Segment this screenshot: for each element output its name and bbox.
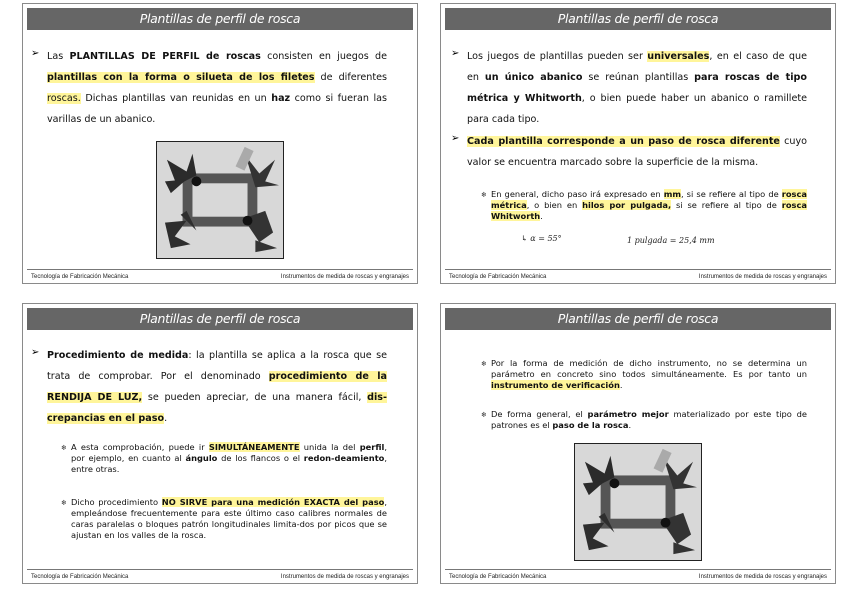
- slide-paragraph: Los juegos de plantillas pueden ser universales, en el caso de que en un único abanico se reúnan plantillas para roscas de tipo métrica y Whitworth, o bien puede haber un abanico o ramillete para cada tipo.: [467, 51, 808, 125]
- slide-title: Plantillas de perfil de rosca: [27, 8, 413, 30]
- round-bullet-icon: ❄: [481, 411, 487, 419]
- slide-4: [440, 303, 836, 584]
- slide-subparagraph: Dicho procedimiento NO SIRVE para una medición EXACTA del paso, empleándose frecuentemente para este último caso calibres normales de caras paralelas o bloques patrón longitudinales limita-dos por picos que se ajustan en los valles de la rosca.: [71, 497, 387, 540]
- footer-course: Tecnología de Fabricación Mecánica: [31, 274, 129, 280]
- slide-paragraph: Cada plantilla corresponde a un paso de rosca diferente cuyo valor se encuentra marcado sobre la superficie de la misma.: [467, 136, 807, 168]
- slide-3: [22, 303, 418, 584]
- footer-divider: [27, 569, 413, 570]
- slide-paragraph: Procedimiento de medida: la plantilla se aplica a la rosca que se trata de comprobar. Por el denominado procedimiento de la RENDIJA DE LUZ, se pueden apreciar, de una manera fácil, dis-crepancias en el paso.: [47, 350, 387, 424]
- round-bullet-icon: ❄: [61, 499, 67, 507]
- slide-title: Plantillas de perfil de rosca: [445, 308, 831, 330]
- slide-subparagraph: En general, dicho paso irá expresado en mm, si se refiere al tipo de rosca métrica, o bien en hilos por pulgada, si se refiere al tipo de rosca Whitworth.: [491, 189, 807, 221]
- footer-topic: Instrumentos de medida de roscas y engranajes: [280, 274, 409, 280]
- arrow-bullet-icon: ➢: [451, 133, 460, 144]
- handwritten-note-angle: ↳ α = 55°: [521, 234, 562, 243]
- thread-gauge-illustration: [157, 142, 283, 258]
- thread-gauge-photo: [156, 141, 284, 259]
- footer-course: Tecnología de Fabricación Mecánica: [31, 574, 129, 580]
- slide-subparagraph: De forma general, el parámetro mejor materializado por este tipo de patrones es el paso de la rosca.: [491, 409, 807, 430]
- footer-topic: Instrumentos de medida de roscas y engranajes: [698, 274, 827, 280]
- slide-subparagraph: Por la forma de medición de dicho instrumento, no se determina un parámetro en concreto sino todos simultáneamente. Es por tanto un instrumento de verificación.: [491, 358, 807, 390]
- footer-topic: Instrumentos de medida de roscas y engranajes: [280, 574, 409, 580]
- slide-1: [22, 3, 418, 284]
- slide-paragraph: Las PLANTILLAS DE PERFIL de roscas consisten en juegos de plantillas con la forma o silueta de los filetes de diferentes roscas. Dichas plantillas van reunidas en un haz como si fueran las varillas de un abanico.: [47, 51, 387, 125]
- handwritten-note-inch: 1 pulgada = 25,4 mm: [627, 236, 715, 245]
- slide-title: Plantillas de perfil de rosca: [445, 8, 831, 30]
- slide-subparagraph: A esta comprobación, puede ir SIMULTÁNEAMENTE unida la del perfil, por ejemplo, en cuanto al ángulo de los flancos o el redon-deamiento, entre otras.: [71, 442, 388, 474]
- slide-2: [440, 3, 836, 284]
- round-bullet-icon: ❄: [481, 360, 487, 368]
- arrow-bullet-icon: ➢: [31, 48, 40, 59]
- footer-topic: Instrumentos de medida de roscas y engranajes: [698, 574, 827, 580]
- footer-divider: [445, 269, 831, 270]
- arrow-bullet-icon: ➢: [451, 48, 460, 59]
- footer-divider: [445, 569, 831, 570]
- slide-title: Plantillas de perfil de rosca: [27, 308, 413, 330]
- footer-divider: [27, 269, 413, 270]
- footer-course: Tecnología de Fabricación Mecánica: [449, 274, 547, 280]
- thread-gauge-photo: [574, 443, 702, 561]
- footer-course: Tecnología de Fabricación Mecánica: [449, 574, 547, 580]
- arrow-bullet-icon: ➢: [31, 347, 40, 358]
- round-bullet-icon: ❄: [481, 191, 487, 199]
- thread-gauge-illustration: [575, 444, 701, 560]
- round-bullet-icon: ❄: [61, 444, 67, 452]
